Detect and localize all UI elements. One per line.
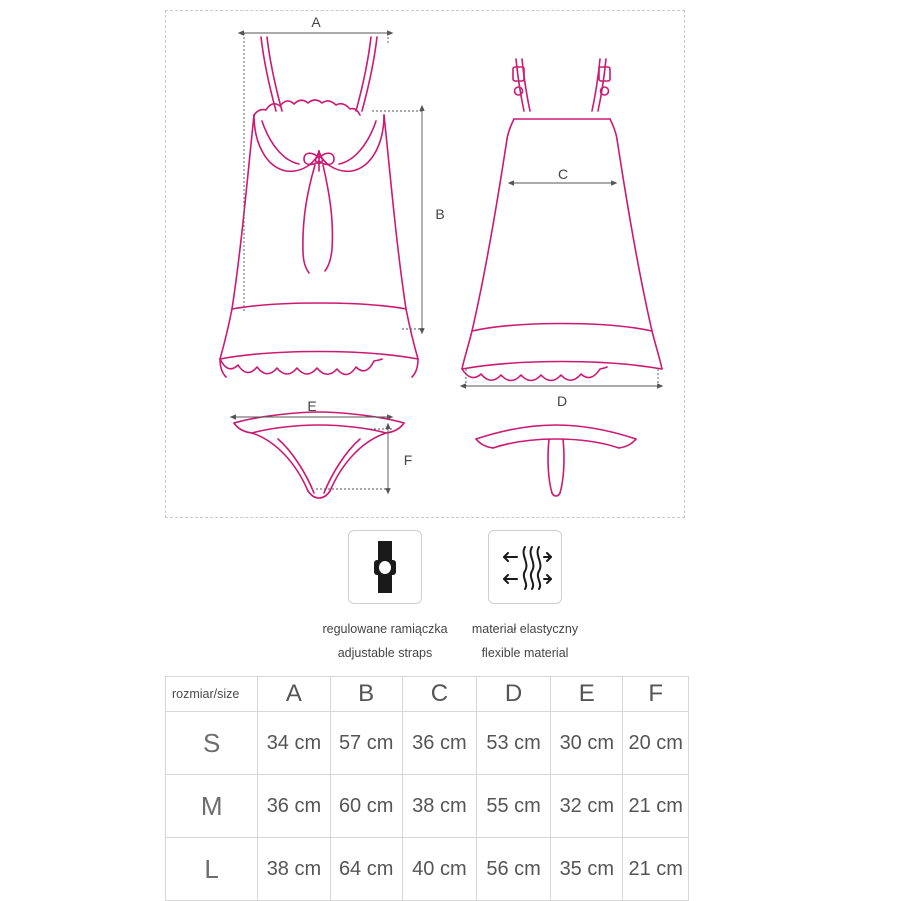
feature-label-pl: materiał elastyczny <box>471 622 579 636</box>
cell-b: 60 cm <box>330 775 402 838</box>
cell-e: 35 cm <box>551 838 623 901</box>
cell-a: 36 cm <box>258 775 330 838</box>
table-row <box>166 712 689 775</box>
column-header-a: A <box>258 677 330 712</box>
dimension-label-e: E <box>307 398 317 414</box>
dimension-label-c: C <box>557 166 569 182</box>
cell-b: 64 cm <box>330 838 402 901</box>
size-label: M <box>166 775 258 838</box>
size-table-body <box>166 712 689 901</box>
feature-flexible-material-label <box>460 618 590 666</box>
size-table-head <box>166 677 689 712</box>
adjustable-strap-icon <box>355 537 415 597</box>
adjustable-strap-icon-box <box>348 530 422 604</box>
cell-b: 57 cm <box>330 712 402 775</box>
column-header-d: D <box>476 677 550 712</box>
cell-f: 21 cm <box>623 775 689 838</box>
cell-d: 55 cm <box>476 775 550 838</box>
cell-f: 21 cm <box>623 838 689 901</box>
size-table-header-label: rozmiar/size <box>166 677 258 712</box>
garment-technical-drawing <box>166 11 686 519</box>
column-header-f: F <box>623 677 689 712</box>
cell-a: 38 cm <box>258 838 330 901</box>
cell-c: 40 cm <box>402 838 476 901</box>
table-row <box>166 838 689 901</box>
dimension-label-f: F <box>403 452 413 468</box>
cell-e: 30 cm <box>551 712 623 775</box>
cell-d: 56 cm <box>476 838 550 901</box>
dimension-label-a: A <box>311 14 321 30</box>
cell-e: 32 cm <box>551 775 623 838</box>
column-header-e: E <box>551 677 623 712</box>
column-header-c: C <box>402 677 476 712</box>
feature-adjustable-straps <box>320 530 450 666</box>
dimension-label-b: B <box>435 206 445 222</box>
feature-flexible-material <box>460 530 590 666</box>
feature-adjustable-straps-label <box>320 618 450 666</box>
flexible-material-icon <box>495 537 555 597</box>
cell-c: 36 cm <box>402 712 476 775</box>
garment-diagram-panel <box>165 10 685 518</box>
dimension-label-d: D <box>556 393 568 409</box>
cell-a: 34 cm <box>258 712 330 775</box>
feature-icons <box>320 530 590 666</box>
feature-label-en: flexible material <box>481 645 569 660</box>
column-header-b: B <box>330 677 402 712</box>
size-label: S <box>166 712 258 775</box>
size-table <box>165 676 689 901</box>
cell-d: 53 cm <box>476 712 550 775</box>
flexible-material-icon-box <box>488 530 562 604</box>
size-label: L <box>166 838 258 901</box>
cell-c: 38 cm <box>402 775 476 838</box>
feature-label-pl: regulowane ramiączka <box>322 622 448 636</box>
table-row <box>166 775 689 838</box>
feature-label-en: adjustable straps <box>337 645 433 660</box>
cell-f: 20 cm <box>623 712 689 775</box>
table-header-row <box>166 677 689 712</box>
